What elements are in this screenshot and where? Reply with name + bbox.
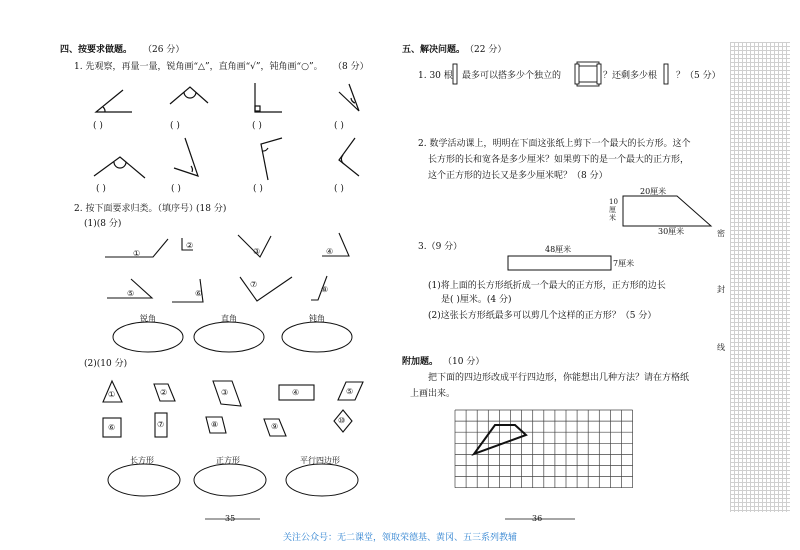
r-q2-top-label: 20厘米 <box>640 187 667 196</box>
q1-answer-8[interactable]: ( ) <box>334 184 344 194</box>
shape-category-parallelogram: 平行四边形 <box>300 456 340 465</box>
r-q2-bottom-label: 30厘米 <box>658 227 685 236</box>
margin-char-feng: 封 <box>717 285 725 294</box>
shape-num-3: ③ <box>221 388 229 397</box>
r-q2-line2: 长方形的长和宽各是多少厘米？如果剪下的是一个最大的正方形， <box>428 155 690 165</box>
r-q3-length-label: 48厘米 <box>545 245 572 254</box>
extra-line1: 把下面的四边形改成平行四边形，你能想出几种方法？请在方格纸 <box>428 373 690 383</box>
angle-num-2: ② <box>186 241 194 250</box>
shape-num-1: ① <box>108 390 116 399</box>
angle-num-6: ⑥ <box>195 289 203 298</box>
section-4-score: （26 分） <box>143 45 185 55</box>
q2-text: 2. 按下面要求归类。（填序号） <box>74 204 198 214</box>
footer-promo: 关注公众号：无二课堂，领取荣德基、黄冈、五三系列教辅 <box>282 533 517 543</box>
angle-num-4: ④ <box>326 247 334 256</box>
shape-category-square: 正方形 <box>216 456 240 465</box>
angle-num-3: ③ <box>253 247 261 256</box>
r-q3-part1b[interactable]: 是( )厘米。(4 分) <box>441 295 512 305</box>
r-q3-title: 3.（9 分） <box>418 242 463 252</box>
q1-answer-1[interactable]: ( ) <box>93 121 103 131</box>
angle-num-5: ⑤ <box>127 289 135 298</box>
extra-title: 附加题。 <box>402 357 439 367</box>
extra-line2: 上画出来。 <box>410 389 456 399</box>
q1-answer-3[interactable]: ( ) <box>252 121 262 131</box>
binding-margin <box>730 42 790 512</box>
r-q2-line1: 2. 数学活动课上，明明在下面这张纸上剪下一个最大的长方形。这个 <box>418 139 691 149</box>
shape-num-8: ⑧ <box>211 420 219 429</box>
extra-score: （10 分） <box>443 357 485 367</box>
shape-num-2: ② <box>160 388 168 397</box>
angle-num-7: ⑦ <box>250 280 258 289</box>
page-number-right: 36 <box>532 514 543 523</box>
r-q1-part-a: 1. 30 根 <box>418 71 453 81</box>
r-q1-part-b: 最多可以搭多少个独立的 <box>462 71 562 81</box>
shape-num-9: ⑨ <box>271 422 279 431</box>
q2-sub2: (2)(10 分) <box>84 359 128 369</box>
angle-category-obtuse: 钝角 <box>309 314 325 323</box>
r-q1-part-d: ？（5 分） <box>676 71 721 81</box>
q2-score: (18 分) <box>196 204 227 214</box>
r-q2-left-label: 10厘米 <box>609 198 618 222</box>
shape-num-6: ⑥ <box>108 423 116 432</box>
shape-num-5: ⑤ <box>346 387 354 396</box>
q1-answer-2[interactable]: ( ) <box>170 121 180 131</box>
shape-category-rectangle: 长方形 <box>130 456 154 465</box>
section-5-score: （22 分） <box>465 45 507 55</box>
r-q3-width-label: 7厘米 <box>613 259 635 268</box>
angle-category-right: 直角 <box>221 314 237 323</box>
angle-num-8: ⑧ <box>321 285 329 294</box>
angle-category-acute: 锐角 <box>140 314 156 323</box>
page-number-left: 35 <box>225 514 236 523</box>
angle-num-1: ① <box>133 249 141 258</box>
q1-answer-5[interactable]: ( ) <box>96 184 106 194</box>
r-q1-part-c: ？还剩多少根 <box>603 71 658 81</box>
q1-answer-4[interactable]: ( ) <box>334 121 344 131</box>
q1-text: 1. 先观察，再量一量，锐角画“△”，直角画“√”，钝角画“○”。 <box>74 62 323 72</box>
section-5-title: 五、解决问题。 <box>402 45 466 55</box>
r-q3-part1a: (1)将上面的长方形纸折成一个最大的正方形，正方形的边长 <box>428 281 666 291</box>
q1-answer-6[interactable]: ( ) <box>171 184 181 194</box>
shape-num-4: ④ <box>292 388 300 397</box>
shape-num-10: ⑩ <box>338 416 346 425</box>
q2-sub1: (1)(8 分) <box>84 219 122 229</box>
section-4-title: 四、按要求做题。 <box>60 45 133 55</box>
margin-char-xian: 线 <box>717 343 725 352</box>
margin-char-mi: 密 <box>717 229 725 238</box>
shape-num-7: ⑦ <box>157 420 165 429</box>
r-q2-line3: 这个正方形的边长又是多少厘米呢？（8 分） <box>428 171 608 181</box>
q1-answer-7[interactable]: ( ) <box>253 184 263 194</box>
r-q3-part2: (2)这张长方形纸最多可以剪几个这样的正方形？（5 分） <box>428 311 657 321</box>
q1-score: （8 分） <box>333 62 369 72</box>
